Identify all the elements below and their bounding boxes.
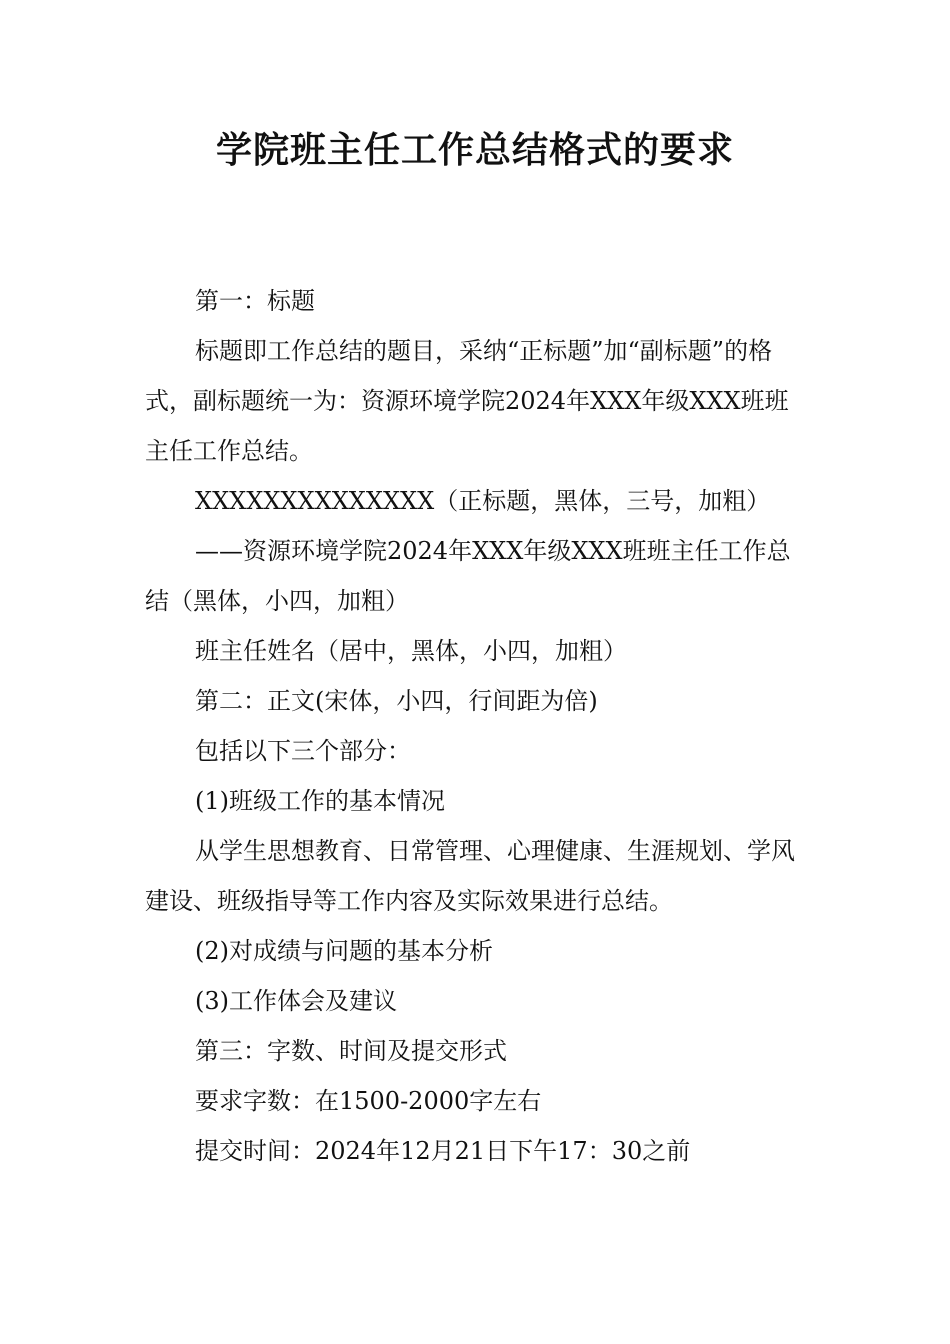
- paragraph-5: 班主任姓名（居中，黑体，小四，加粗）: [195, 637, 627, 665]
- paragraph-10: (2)对成绩与问题的基本分析: [195, 937, 493, 965]
- document-body: [145, 276, 807, 1176]
- paragraph-1: 第一：标题: [195, 287, 315, 315]
- paragraph-14: 提交时间：2024年12月21日下午17：30之前: [195, 1137, 691, 1165]
- paragraph-11: (3)工作体会及建议: [195, 987, 397, 1015]
- paragraph-3: XXXXXXXXXXXXXX（正标题，黑体，三号，加粗）: [195, 487, 771, 515]
- paragraph-13: 要求字数：在1500-2000字左右: [195, 1087, 542, 1115]
- paragraph-9: 从学生思想教育、日常管理、心理健康、生涯规划、学风建设、班级指导等工作内容及实际效果进行总结。: [145, 837, 795, 915]
- document-title: 学院班主任工作总结格式的要求: [215, 130, 734, 171]
- paragraph-8: (1)班级工作的基本情况: [195, 787, 445, 815]
- paragraph-4: ——资源环境学院2024年XXX年级XXX班班主任工作总结（黑体，小四，加粗）: [145, 537, 791, 615]
- paragraph-2: 标题即工作总结的题目，采纳“正标题”加“副标题”的格式，副标题统一为：资源环境学院2024年XXX年级XXX班班主任工作总结。: [145, 337, 789, 465]
- paragraph-6: 第二：正文(宋体，小四，行间距为倍): [195, 687, 598, 715]
- paragraph-7: 包括以下三个部分：: [195, 737, 411, 765]
- paragraph-12: 第三：字数、时间及提交形式: [195, 1037, 507, 1065]
